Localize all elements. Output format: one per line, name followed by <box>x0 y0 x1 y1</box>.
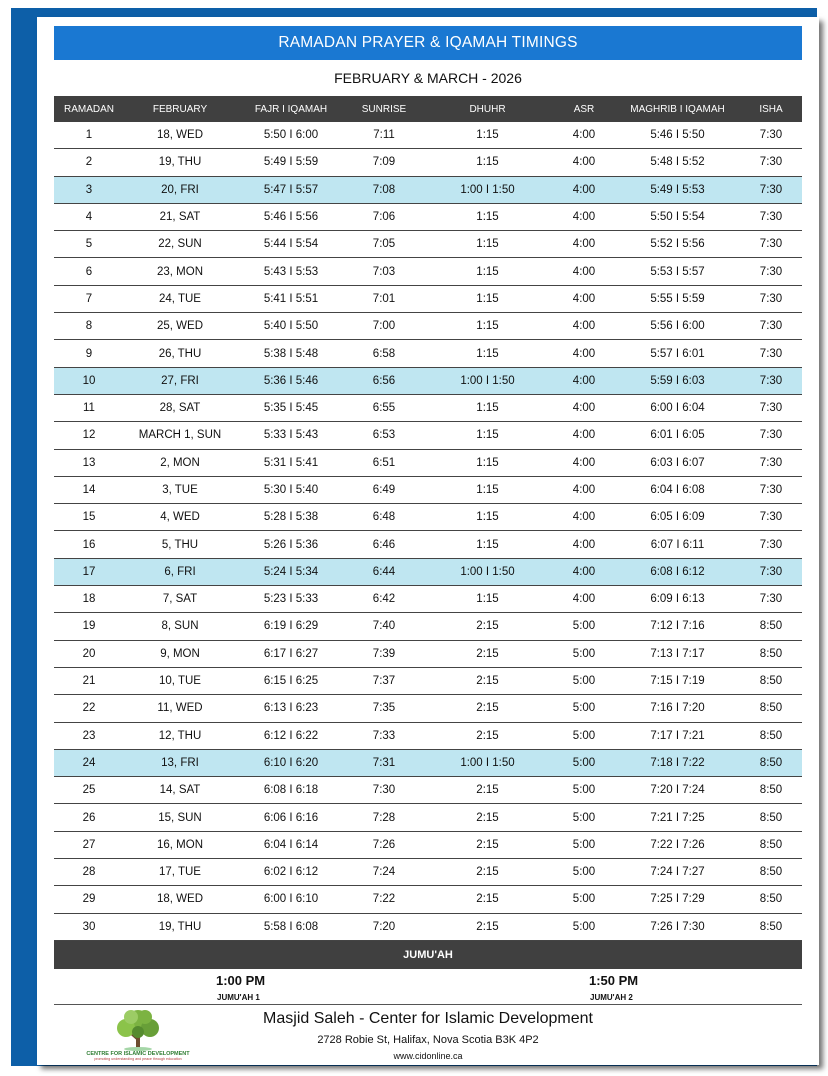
cell-fajr: 5:43 I 5:53 <box>236 258 346 285</box>
cell-asr: 5:00 <box>553 913 615 940</box>
cell-isha: 7:30 <box>740 340 802 367</box>
cell-ramadan: 18 <box>54 586 124 613</box>
cell-ramadan: 11 <box>54 394 124 421</box>
col-header-dhuhr: DHUHR <box>422 96 553 122</box>
cell-maghrib: 7:15 I 7:19 <box>615 667 740 694</box>
logo-tagline: promoting understanding and peace through education <box>94 1057 182 1061</box>
cell-isha: 7:30 <box>740 476 802 503</box>
col-header-fajr: FAJR I IQAMAH <box>236 96 346 122</box>
cell-ramadan: 2 <box>54 149 124 176</box>
cell-maghrib: 5:59 I 6:03 <box>615 367 740 394</box>
cell-dhuhr: 1:15 <box>422 394 553 421</box>
cell-sunrise: 7:11 <box>346 122 422 149</box>
cell-maghrib: 5:49 I 5:53 <box>615 176 740 203</box>
cell-sunrise: 7:03 <box>346 258 422 285</box>
cell-date: 5, THU <box>124 531 236 558</box>
cell-sunrise: 6:49 <box>346 476 422 503</box>
cell-isha: 7:30 <box>740 122 802 149</box>
cell-date: 9, MON <box>124 640 236 667</box>
cell-dhuhr: 1:00 I 1:50 <box>422 558 553 585</box>
cell-dhuhr: 2:15 <box>422 640 553 667</box>
cell-asr: 5:00 <box>553 777 615 804</box>
cell-fajr: 5:35 I 5:45 <box>236 394 346 421</box>
cell-fajr: 5:26 I 5:36 <box>236 531 346 558</box>
cell-sunrise: 7:20 <box>346 913 422 940</box>
cell-fajr: 5:40 I 5:50 <box>236 313 346 340</box>
cell-asr: 4:00 <box>553 586 615 613</box>
cell-isha: 7:30 <box>740 285 802 312</box>
cell-dhuhr: 1:15 <box>422 313 553 340</box>
cell-fajr: 5:36 I 5:46 <box>236 367 346 394</box>
cell-sunrise: 6:48 <box>346 504 422 531</box>
cell-isha: 8:50 <box>740 913 802 940</box>
cell-asr: 4:00 <box>553 367 615 394</box>
cell-date: 27, FRI <box>124 367 236 394</box>
page-subtitle: FEBRUARY & MARCH - 2026 <box>334 70 522 86</box>
cell-isha: 8:50 <box>740 777 802 804</box>
cell-ramadan: 5 <box>54 231 124 258</box>
cell-asr: 5:00 <box>553 804 615 831</box>
jumuah-heading: JUMU'AH <box>403 949 453 961</box>
cell-date: 18, WED <box>124 122 236 149</box>
cell-date: 12, THU <box>124 722 236 749</box>
cell-ramadan: 20 <box>54 640 124 667</box>
cell-isha: 7:30 <box>740 176 802 203</box>
cell-fajr: 6:17 I 6:27 <box>236 640 346 667</box>
table-row <box>54 640 802 667</box>
cell-maghrib: 7:26 I 7:30 <box>615 913 740 940</box>
cell-sunrise: 7:30 <box>346 777 422 804</box>
cell-date: 25, WED <box>124 313 236 340</box>
cell-sunrise: 7:35 <box>346 695 422 722</box>
cell-isha: 8:50 <box>740 831 802 858</box>
cell-sunrise: 7:28 <box>346 804 422 831</box>
cell-sunrise: 7:33 <box>346 722 422 749</box>
cell-date: 21, SAT <box>124 203 236 230</box>
cell-dhuhr: 1:00 I 1:50 <box>422 176 553 203</box>
cell-ramadan: 28 <box>54 859 124 886</box>
cell-isha: 8:50 <box>740 640 802 667</box>
cell-sunrise: 7:09 <box>346 149 422 176</box>
cell-sunrise: 7:24 <box>346 859 422 886</box>
cell-sunrise: 7:06 <box>346 203 422 230</box>
cell-dhuhr: 2:15 <box>422 667 553 694</box>
cell-date: 15, SUN <box>124 804 236 831</box>
cell-sunrise: 7:00 <box>346 313 422 340</box>
website-link[interactable]: www.cidonline.ca <box>393 1051 463 1061</box>
cell-isha: 7:30 <box>740 367 802 394</box>
cell-asr: 5:00 <box>553 831 615 858</box>
cell-isha: 7:30 <box>740 449 802 476</box>
cell-sunrise: 6:51 <box>346 449 422 476</box>
cell-fajr: 5:31 I 5:41 <box>236 449 346 476</box>
cell-maghrib: 6:08 I 6:12 <box>615 558 740 585</box>
cell-sunrise: 6:56 <box>346 367 422 394</box>
cell-asr: 4:00 <box>553 476 615 503</box>
table-row <box>54 422 802 449</box>
logo-text: CENTRE FOR ISLAMIC DEVELOPMENT <box>86 1051 190 1057</box>
cell-isha: 7:30 <box>740 203 802 230</box>
cell-date: 16, MON <box>124 831 236 858</box>
cell-date: 26, THU <box>124 340 236 367</box>
jumuah-bar <box>54 941 802 969</box>
cell-isha: 8:50 <box>740 859 802 886</box>
cell-ramadan: 9 <box>54 340 124 367</box>
cell-dhuhr: 2:15 <box>422 695 553 722</box>
cell-ramadan: 19 <box>54 613 124 640</box>
col-header-asr: ASR <box>553 96 615 122</box>
jumuah-2-label: JUMU'AH 2 <box>590 993 633 1002</box>
cell-asr: 5:00 <box>553 613 615 640</box>
cell-dhuhr: 1:15 <box>422 476 553 503</box>
jumuah-1-label: JUMU'AH 1 <box>217 993 260 1002</box>
cell-fajr: 5:24 I 5:34 <box>236 558 346 585</box>
cell-date: 28, SAT <box>124 394 236 421</box>
cell-asr: 4:00 <box>553 449 615 476</box>
cell-asr: 4:00 <box>553 504 615 531</box>
masjid-name: Masjid Saleh - Center for Islamic Development <box>263 1010 593 1027</box>
cell-fajr: 5:33 I 5:43 <box>236 422 346 449</box>
cell-fajr: 6:12 I 6:22 <box>236 722 346 749</box>
cell-dhuhr: 2:15 <box>422 777 553 804</box>
cell-fajr: 6:13 I 6:23 <box>236 695 346 722</box>
cell-dhuhr: 2:15 <box>422 722 553 749</box>
cell-isha: 7:30 <box>740 422 802 449</box>
table-row <box>54 586 802 613</box>
cell-dhuhr: 1:15 <box>422 586 553 613</box>
cell-isha: 7:30 <box>740 586 802 613</box>
page-title: RAMADAN PRAYER & IQAMAH TIMINGS <box>278 34 578 51</box>
cell-sunrise: 7:37 <box>346 667 422 694</box>
cell-maghrib: 7:24 I 7:27 <box>615 859 740 886</box>
cell-dhuhr: 1:15 <box>422 449 553 476</box>
cell-maghrib: 6:09 I 6:13 <box>615 586 740 613</box>
cell-fajr: 6:08 I 6:18 <box>236 777 346 804</box>
cell-maghrib: 7:13 I 7:17 <box>615 640 740 667</box>
cell-asr: 4:00 <box>553 340 615 367</box>
table-row <box>54 504 802 531</box>
table-row <box>54 749 802 776</box>
cell-maghrib: 7:22 I 7:26 <box>615 831 740 858</box>
cell-dhuhr: 1:15 <box>422 231 553 258</box>
cell-ramadan: 15 <box>54 504 124 531</box>
cell-isha: 7:30 <box>740 531 802 558</box>
col-header-isha: ISHA <box>740 96 802 122</box>
cell-sunrise: 6:55 <box>346 394 422 421</box>
cell-date: 18, WED <box>124 886 236 913</box>
cell-maghrib: 5:48 I 5:52 <box>615 149 740 176</box>
cell-fajr: 6:19 I 6:29 <box>236 613 346 640</box>
jumuah-2-time: 1:50 PM <box>589 973 639 988</box>
cell-isha: 8:50 <box>740 886 802 913</box>
cell-isha: 8:50 <box>740 695 802 722</box>
table-body <box>54 122 802 940</box>
table-row <box>54 285 802 312</box>
cell-asr: 5:00 <box>553 695 615 722</box>
prayer-timetable <box>54 96 802 941</box>
table-row <box>54 176 802 203</box>
cell-sunrise: 6:44 <box>346 558 422 585</box>
cell-asr: 4:00 <box>553 258 615 285</box>
cell-ramadan: 13 <box>54 449 124 476</box>
table-row <box>54 831 802 858</box>
cell-asr: 4:00 <box>553 394 615 421</box>
cell-dhuhr: 2:15 <box>422 886 553 913</box>
cell-isha: 7:30 <box>740 394 802 421</box>
table-row <box>54 449 802 476</box>
table-row <box>54 695 802 722</box>
cell-isha: 8:50 <box>740 804 802 831</box>
cell-isha: 8:50 <box>740 722 802 749</box>
table-row <box>54 613 802 640</box>
cell-sunrise: 7:31 <box>346 749 422 776</box>
cell-ramadan: 1 <box>54 122 124 149</box>
cell-date: 20, FRI <box>124 176 236 203</box>
cell-maghrib: 5:56 I 6:00 <box>615 313 740 340</box>
table-row <box>54 122 802 149</box>
cell-isha: 8:50 <box>740 667 802 694</box>
cell-isha: 7:30 <box>740 313 802 340</box>
cell-asr: 4:00 <box>553 176 615 203</box>
title-bar <box>54 26 802 60</box>
cell-asr: 5:00 <box>553 886 615 913</box>
cell-maghrib: 7:17 I 7:21 <box>615 722 740 749</box>
cell-maghrib: 5:57 I 6:01 <box>615 340 740 367</box>
cell-fajr: 5:47 I 5:57 <box>236 176 346 203</box>
cell-maghrib: 6:05 I 6:09 <box>615 504 740 531</box>
cell-date: 3, TUE <box>124 476 236 503</box>
cell-sunrise: 7:26 <box>346 831 422 858</box>
cell-sunrise: 7:39 <box>346 640 422 667</box>
cell-date: 7, SAT <box>124 586 236 613</box>
cell-date: 22, SUN <box>124 231 236 258</box>
cell-fajr: 6:10 I 6:20 <box>236 749 346 776</box>
cell-ramadan: 26 <box>54 804 124 831</box>
cell-dhuhr: 1:15 <box>422 340 553 367</box>
cell-asr: 4:00 <box>553 231 615 258</box>
cell-asr: 5:00 <box>553 749 615 776</box>
table-header-row <box>54 96 802 122</box>
cell-dhuhr: 2:15 <box>422 913 553 940</box>
jumuah-1-time: 1:00 PM <box>216 973 266 988</box>
col-header-sunrise: SUNRISE <box>346 96 422 122</box>
cell-asr: 4:00 <box>553 122 615 149</box>
cell-fajr: 5:49 I 5:59 <box>236 149 346 176</box>
cell-date: 2, MON <box>124 449 236 476</box>
cell-asr: 4:00 <box>553 203 615 230</box>
cell-fajr: 6:00 I 6:10 <box>236 886 346 913</box>
cell-sunrise: 7:40 <box>346 613 422 640</box>
table-row <box>54 859 802 886</box>
cell-asr: 5:00 <box>553 667 615 694</box>
cell-maghrib: 5:46 I 5:50 <box>615 122 740 149</box>
table-row <box>54 203 802 230</box>
cell-ramadan: 10 <box>54 367 124 394</box>
cell-dhuhr: 1:15 <box>422 203 553 230</box>
cell-date: 23, MON <box>124 258 236 285</box>
cell-fajr: 5:30 I 5:40 <box>236 476 346 503</box>
table-row <box>54 804 802 831</box>
cell-asr: 4:00 <box>553 285 615 312</box>
cell-fajr: 5:38 I 5:48 <box>236 340 346 367</box>
cell-isha: 7:30 <box>740 258 802 285</box>
cell-sunrise: 6:46 <box>346 531 422 558</box>
cell-dhuhr: 1:15 <box>422 422 553 449</box>
col-header-maghrib: MAGHRIB I IQAMAH <box>615 96 740 122</box>
cell-fajr: 6:15 I 6:25 <box>236 667 346 694</box>
cell-fajr: 5:41 I 5:51 <box>236 285 346 312</box>
cell-date: 19, THU <box>124 149 236 176</box>
cell-dhuhr: 1:15 <box>422 122 553 149</box>
cell-maghrib: 7:12 I 7:16 <box>615 613 740 640</box>
cell-fajr: 5:50 I 6:00 <box>236 122 346 149</box>
cell-maghrib: 7:20 I 7:24 <box>615 777 740 804</box>
cell-ramadan: 30 <box>54 913 124 940</box>
cell-maghrib: 5:50 I 5:54 <box>615 203 740 230</box>
cell-ramadan: 23 <box>54 722 124 749</box>
cell-ramadan: 24 <box>54 749 124 776</box>
table-row <box>54 149 802 176</box>
cell-asr: 4:00 <box>553 149 615 176</box>
cell-date: 14, SAT <box>124 777 236 804</box>
cell-maghrib: 7:25 I 7:29 <box>615 886 740 913</box>
cell-date: 8, SUN <box>124 613 236 640</box>
cell-maghrib: 7:18 I 7:22 <box>615 749 740 776</box>
table-row <box>54 258 802 285</box>
cell-ramadan: 4 <box>54 203 124 230</box>
cell-maghrib: 6:00 I 6:04 <box>615 394 740 421</box>
cell-sunrise: 7:22 <box>346 886 422 913</box>
cell-fajr: 6:04 I 6:14 <box>236 831 346 858</box>
cell-isha: 8:50 <box>740 749 802 776</box>
cell-ramadan: 21 <box>54 667 124 694</box>
cell-sunrise: 7:05 <box>346 231 422 258</box>
cell-dhuhr: 2:15 <box>422 831 553 858</box>
cell-ramadan: 16 <box>54 531 124 558</box>
cell-dhuhr: 1:00 I 1:50 <box>422 749 553 776</box>
cell-ramadan: 6 <box>54 258 124 285</box>
cell-dhuhr: 1:15 <box>422 258 553 285</box>
masjid-address: 2728 Robie St, Halifax, Nova Scotia B3K 4P2 <box>317 1034 539 1046</box>
cell-asr: 4:00 <box>553 558 615 585</box>
cell-date: 13, FRI <box>124 749 236 776</box>
table-row <box>54 558 802 585</box>
cell-ramadan: 3 <box>54 176 124 203</box>
cell-sunrise: 6:53 <box>346 422 422 449</box>
cell-date: 17, TUE <box>124 859 236 886</box>
table-row <box>54 313 802 340</box>
cell-fajr: 5:46 I 5:56 <box>236 203 346 230</box>
cell-maghrib: 6:01 I 6:05 <box>615 422 740 449</box>
cell-ramadan: 8 <box>54 313 124 340</box>
cell-asr: 4:00 <box>553 531 615 558</box>
table-row <box>54 231 802 258</box>
cell-dhuhr: 1:00 I 1:50 <box>422 367 553 394</box>
table-row <box>54 476 802 503</box>
cell-date: 10, TUE <box>124 667 236 694</box>
cell-maghrib: 5:52 I 5:56 <box>615 231 740 258</box>
cell-date: 19, THU <box>124 913 236 940</box>
cell-sunrise: 6:58 <box>346 340 422 367</box>
cell-ramadan: 12 <box>54 422 124 449</box>
table-row <box>54 531 802 558</box>
cell-ramadan: 25 <box>54 777 124 804</box>
cell-dhuhr: 2:15 <box>422 804 553 831</box>
table-row <box>54 722 802 749</box>
timetable-sheet <box>37 17 819 1065</box>
cell-ramadan: 22 <box>54 695 124 722</box>
cell-dhuhr: 1:15 <box>422 149 553 176</box>
table-row <box>54 777 802 804</box>
cell-ramadan: 27 <box>54 831 124 858</box>
cell-fajr: 5:23 I 5:33 <box>236 586 346 613</box>
cell-sunrise: 6:42 <box>346 586 422 613</box>
cell-isha: 8:50 <box>740 613 802 640</box>
cell-date: 24, TUE <box>124 285 236 312</box>
cell-dhuhr: 2:15 <box>422 859 553 886</box>
cell-isha: 7:30 <box>740 558 802 585</box>
cell-dhuhr: 2:15 <box>422 613 553 640</box>
table-row <box>54 394 802 421</box>
cell-isha: 7:30 <box>740 504 802 531</box>
cell-fajr: 5:58 I 6:08 <box>236 913 346 940</box>
cell-dhuhr: 1:15 <box>422 285 553 312</box>
table-row <box>54 367 802 394</box>
cell-dhuhr: 1:15 <box>422 504 553 531</box>
cell-maghrib: 7:21 I 7:25 <box>615 804 740 831</box>
cell-fajr: 6:06 I 6:16 <box>236 804 346 831</box>
cell-sunrise: 7:01 <box>346 285 422 312</box>
page-frame <box>11 8 817 1066</box>
cell-ramadan: 7 <box>54 285 124 312</box>
cell-maghrib: 6:04 I 6:08 <box>615 476 740 503</box>
col-header-date: FEBRUARY <box>124 96 236 122</box>
table-row <box>54 340 802 367</box>
cell-asr: 5:00 <box>553 722 615 749</box>
cell-asr: 5:00 <box>553 859 615 886</box>
cell-asr: 4:00 <box>553 422 615 449</box>
cell-maghrib: 6:07 I 6:11 <box>615 531 740 558</box>
col-header-ramadan: RAMADAN <box>54 96 124 122</box>
cell-date: 6, FRI <box>124 558 236 585</box>
cell-fajr: 5:28 I 5:38 <box>236 504 346 531</box>
table-row <box>54 913 802 940</box>
cell-asr: 4:00 <box>553 313 615 340</box>
cell-fajr: 6:02 I 6:12 <box>236 859 346 886</box>
cell-dhuhr: 1:15 <box>422 531 553 558</box>
cell-maghrib: 6:03 I 6:07 <box>615 449 740 476</box>
cell-isha: 7:30 <box>740 149 802 176</box>
cell-date: 4, WED <box>124 504 236 531</box>
cell-maghrib: 5:55 I 5:59 <box>615 285 740 312</box>
cell-sunrise: 7:08 <box>346 176 422 203</box>
cell-ramadan: 17 <box>54 558 124 585</box>
cell-maghrib: 5:53 I 5:57 <box>615 258 740 285</box>
cell-ramadan: 14 <box>54 476 124 503</box>
cell-isha: 7:30 <box>740 231 802 258</box>
cell-date: 11, WED <box>124 695 236 722</box>
footer-divider <box>54 1004 802 1005</box>
cell-fajr: 5:44 I 5:54 <box>236 231 346 258</box>
cell-date: MARCH 1, SUN <box>124 422 236 449</box>
cell-ramadan: 29 <box>54 886 124 913</box>
cell-maghrib: 7:16 I 7:20 <box>615 695 740 722</box>
table-row <box>54 886 802 913</box>
table-row <box>54 667 802 694</box>
cell-asr: 5:00 <box>553 640 615 667</box>
